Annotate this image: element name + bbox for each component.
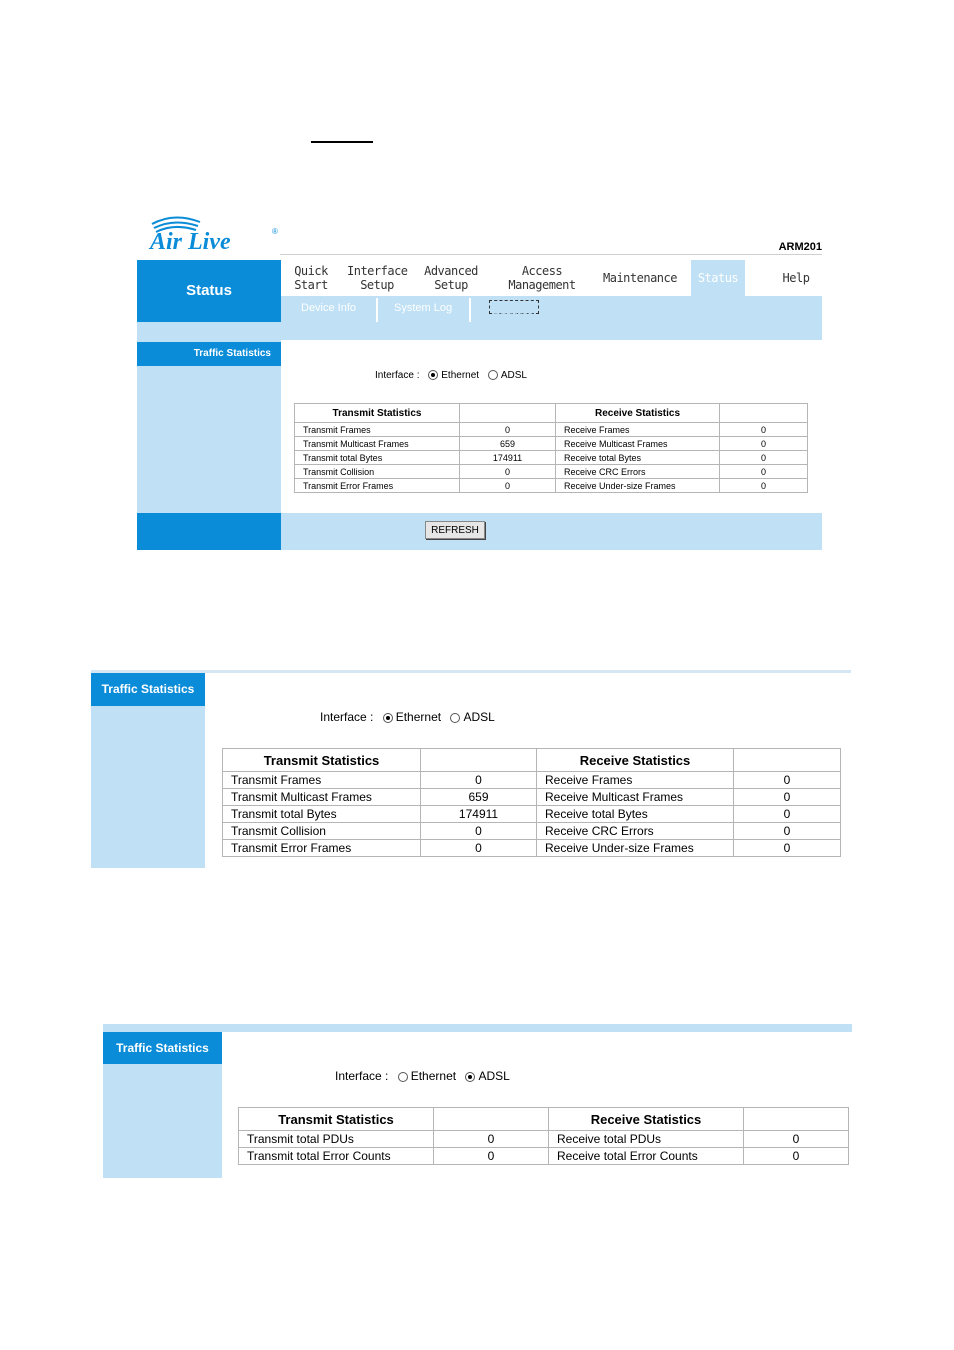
ethernet-stats-table bbox=[222, 748, 841, 857]
menu-label: Status bbox=[697, 271, 739, 285]
submenu-system-log[interactable]: System Log bbox=[394, 302, 453, 314]
traffic-statistics-heading: Traffic Statistics bbox=[91, 673, 205, 706]
ethernet-radio[interactable] bbox=[383, 713, 393, 723]
rx-value: 0 bbox=[734, 789, 841, 806]
menu-access-management[interactable] bbox=[497, 264, 587, 292]
tx-label: Transmit Frames bbox=[223, 772, 421, 789]
submenu-divider bbox=[376, 298, 378, 322]
rx-value: 0 bbox=[720, 451, 808, 465]
transmit-header: Transmit Statistics bbox=[295, 404, 460, 423]
table-row bbox=[295, 437, 808, 451]
adsl-radio[interactable] bbox=[450, 713, 460, 723]
tx-label: Transmit Collision bbox=[295, 465, 460, 479]
ethernet-label: Ethernet bbox=[410, 1069, 457, 1083]
rx-value: 0 bbox=[720, 465, 808, 479]
tx-label: Transmit Collision bbox=[223, 823, 421, 840]
header-blank bbox=[460, 404, 556, 423]
interface-selector bbox=[375, 370, 527, 381]
adsl-label: ADSL bbox=[500, 370, 527, 381]
adsl-stats-table bbox=[238, 1107, 849, 1165]
table-row bbox=[239, 1148, 849, 1165]
rx-label: Receive Multicast Frames bbox=[556, 437, 720, 451]
main-menu bbox=[281, 260, 822, 296]
rx-value: 0 bbox=[734, 823, 841, 840]
table-row bbox=[295, 479, 808, 493]
rx-value: 0 bbox=[734, 806, 841, 823]
transmit-header: Transmit Statistics bbox=[239, 1108, 434, 1131]
tx-label: Transmit Error Frames bbox=[295, 479, 460, 493]
table-row bbox=[223, 823, 841, 840]
interface-label: Interface : bbox=[375, 370, 420, 381]
adsl-stats-panel bbox=[103, 1024, 852, 1178]
submenu-statistics-label: Statistics bbox=[493, 306, 534, 317]
tx-value: 0 bbox=[421, 772, 537, 789]
table-row bbox=[223, 772, 841, 789]
panel-top-bar bbox=[103, 1024, 852, 1032]
ethernet-label: Ethernet bbox=[395, 710, 442, 724]
tx-label: Transmit Multicast Frames bbox=[295, 437, 460, 451]
header-blank bbox=[744, 1108, 849, 1131]
menu-label: Help bbox=[782, 271, 810, 285]
airlive-logo bbox=[144, 212, 284, 252]
tx-value: 0 bbox=[460, 479, 556, 493]
menu-label: Maintenance bbox=[603, 271, 677, 285]
tx-value: 0 bbox=[460, 465, 556, 479]
rx-label: Receive CRC Errors bbox=[537, 823, 734, 840]
traffic-statistics-heading: Traffic Statistics bbox=[137, 342, 281, 366]
tx-value: 174911 bbox=[421, 806, 537, 823]
footer-bar bbox=[281, 513, 822, 550]
rx-value: 0 bbox=[744, 1131, 849, 1148]
menu-label: Quick bbox=[294, 264, 328, 278]
rx-label: Receive total PDUs bbox=[549, 1131, 744, 1148]
table-row bbox=[239, 1131, 849, 1148]
ethernet-stats-panel bbox=[91, 670, 851, 868]
menu-advanced-setup[interactable] bbox=[421, 264, 481, 292]
menu-interface-setup[interactable] bbox=[347, 264, 407, 292]
rx-value: 0 bbox=[734, 840, 841, 857]
tx-label: Transmit Error Frames bbox=[223, 840, 421, 857]
submenu-device-info[interactable]: Device Info bbox=[301, 302, 357, 314]
menu-status[interactable] bbox=[691, 260, 745, 296]
table-row bbox=[223, 806, 841, 823]
menu-label: Setup bbox=[434, 278, 468, 292]
submenu-statistics[interactable] bbox=[489, 300, 539, 317]
menu-label: Management bbox=[508, 278, 576, 292]
tx-label: Transmit total Error Counts bbox=[239, 1148, 434, 1165]
menu-label: Start bbox=[294, 278, 328, 292]
content-strip bbox=[137, 322, 822, 340]
ethernet-radio[interactable] bbox=[398, 1072, 408, 1082]
tx-value: 659 bbox=[460, 437, 556, 451]
menu-label: Advanced bbox=[424, 264, 478, 278]
interface-label: Interface : bbox=[335, 1069, 389, 1083]
submenu-divider bbox=[469, 298, 471, 322]
table-row bbox=[295, 423, 808, 437]
menu-maintenance[interactable] bbox=[599, 271, 681, 285]
adsl-radio[interactable] bbox=[488, 370, 498, 380]
rx-label: Receive Multicast Frames bbox=[537, 789, 734, 806]
interface-selector bbox=[335, 1069, 510, 1083]
adsl-label: ADSL bbox=[463, 710, 495, 724]
table-row bbox=[223, 789, 841, 806]
model-name: ARM201 bbox=[778, 241, 822, 253]
rx-label: Receive total Bytes bbox=[556, 451, 720, 465]
router-status-screen bbox=[137, 208, 822, 550]
tx-label: Transmit Multicast Frames bbox=[223, 789, 421, 806]
receive-header: Receive Statistics bbox=[549, 1108, 744, 1131]
interface-label: Interface : bbox=[320, 710, 374, 724]
svg-text:®: ® bbox=[272, 227, 278, 236]
interface-selector bbox=[320, 710, 495, 724]
menu-label: Interface bbox=[347, 264, 408, 278]
refresh-button[interactable]: REFRESH bbox=[425, 521, 485, 539]
section-label-box bbox=[137, 260, 281, 322]
menu-label: Setup bbox=[360, 278, 394, 292]
tx-value: 0 bbox=[421, 823, 537, 840]
panel-top-bar bbox=[91, 670, 851, 673]
tx-value: 0 bbox=[460, 423, 556, 437]
rx-label: Receive Frames bbox=[537, 772, 734, 789]
ethernet-label: Ethernet bbox=[441, 370, 480, 381]
tx-label: Transmit total Bytes bbox=[295, 451, 460, 465]
menu-quick-start[interactable] bbox=[289, 264, 333, 292]
rx-value: 0 bbox=[720, 479, 808, 493]
rx-value: 0 bbox=[720, 423, 808, 437]
table-row bbox=[295, 465, 808, 479]
header-blank bbox=[734, 749, 841, 772]
menu-help[interactable] bbox=[771, 271, 821, 285]
table-row bbox=[295, 451, 808, 465]
rx-value: 0 bbox=[734, 772, 841, 789]
menu-label: Access bbox=[521, 264, 563, 278]
tx-value: 174911 bbox=[460, 451, 556, 465]
header-divider bbox=[280, 254, 822, 255]
table-row bbox=[223, 840, 841, 857]
rx-label: Receive total Bytes bbox=[537, 806, 734, 823]
tx-label: Transmit total Bytes bbox=[223, 806, 421, 823]
tx-value: 659 bbox=[421, 789, 537, 806]
rx-label: Receive Under-size Frames bbox=[537, 840, 734, 857]
receive-header: Receive Statistics bbox=[556, 404, 720, 423]
sub-menu bbox=[281, 296, 822, 322]
rx-value: 0 bbox=[720, 437, 808, 451]
header-blank bbox=[434, 1108, 549, 1131]
receive-header: Receive Statistics bbox=[537, 749, 734, 772]
section-label: Status bbox=[186, 282, 232, 299]
transmit-header: Transmit Statistics bbox=[223, 749, 421, 772]
adsl-radio[interactable] bbox=[465, 1072, 475, 1082]
rx-label: Receive CRC Errors bbox=[556, 465, 720, 479]
footer-left bbox=[137, 513, 281, 550]
rx-label: Receive Under-size Frames bbox=[556, 479, 720, 493]
rx-value: 0 bbox=[744, 1148, 849, 1165]
tx-label: Transmit Frames bbox=[295, 423, 460, 437]
tx-value: 0 bbox=[434, 1148, 549, 1165]
rx-label: Receive Frames bbox=[556, 423, 720, 437]
traffic-statistics-heading: Traffic Statistics bbox=[103, 1032, 222, 1064]
underline-mark bbox=[311, 141, 373, 143]
header-blank bbox=[720, 404, 808, 423]
svg-text:Air Live: Air Live bbox=[150, 229, 231, 252]
rx-label: Receive total Error Counts bbox=[549, 1148, 744, 1165]
header-blank bbox=[421, 749, 537, 772]
ethernet-stats-table bbox=[294, 403, 808, 493]
ethernet-radio[interactable] bbox=[428, 370, 438, 380]
adsl-label: ADSL bbox=[478, 1069, 510, 1083]
tx-label: Transmit total PDUs bbox=[239, 1131, 434, 1148]
tx-value: 0 bbox=[421, 840, 537, 857]
tx-value: 0 bbox=[434, 1131, 549, 1148]
